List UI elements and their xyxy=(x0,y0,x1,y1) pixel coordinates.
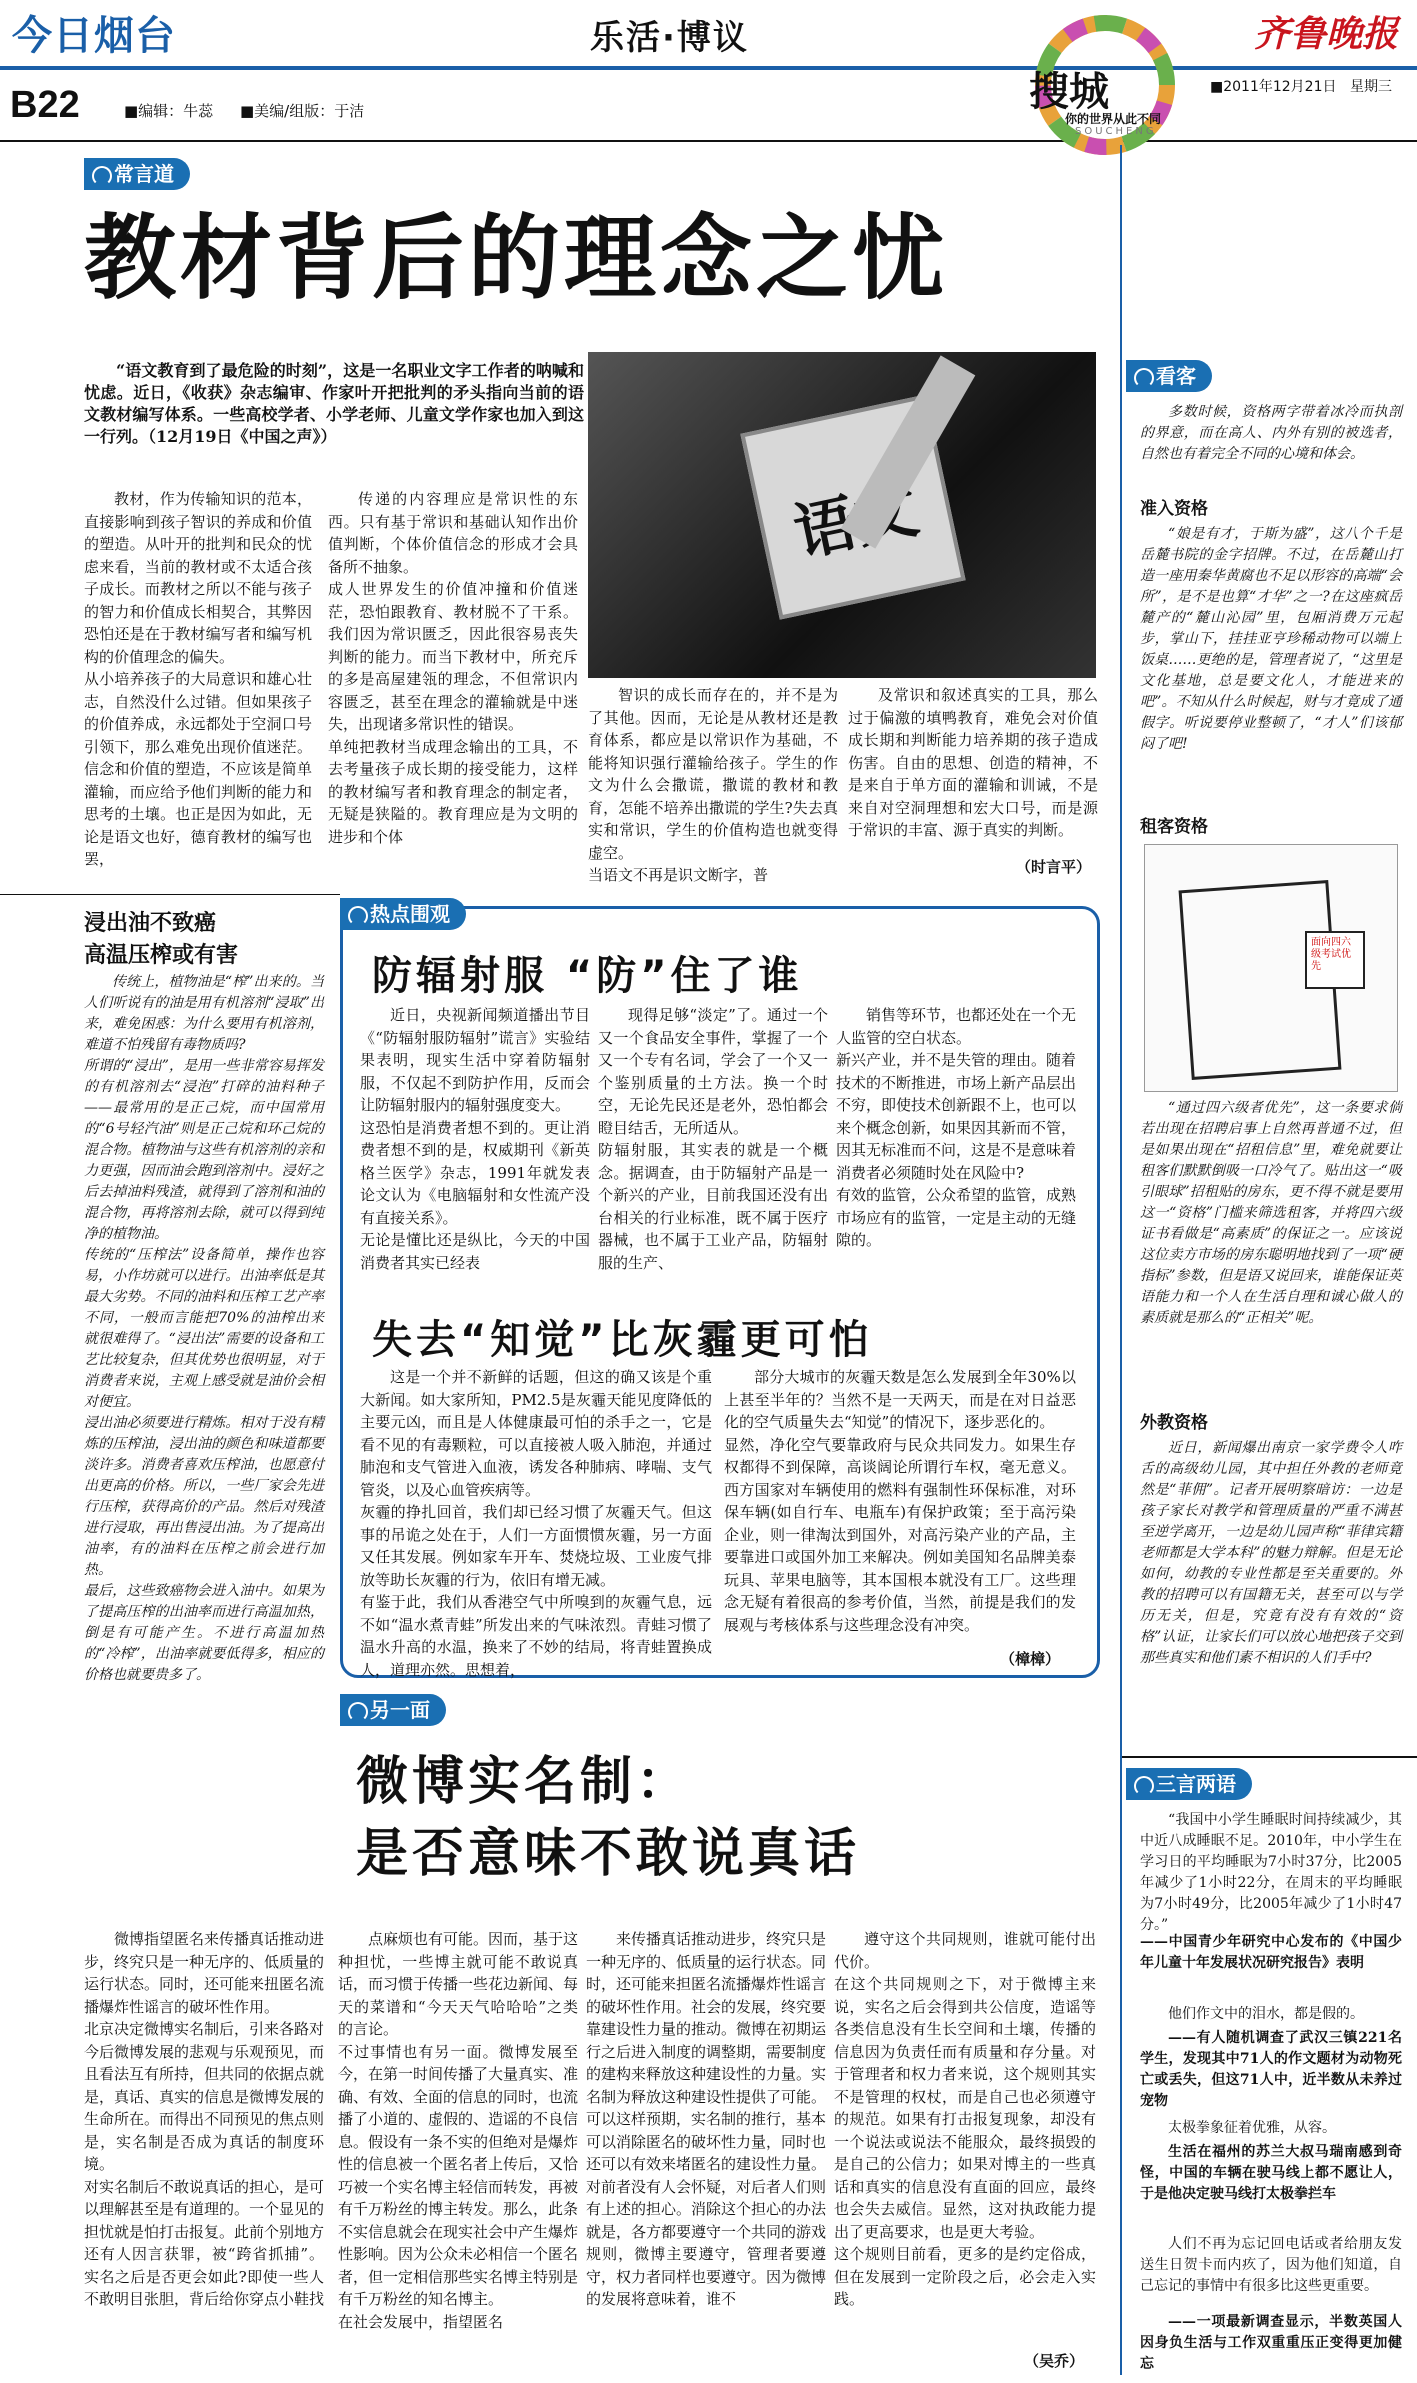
side-p1: “娘是有才，于斯为盛”，这八个千是岳麓书院的金字招牌。不过，在岳麓山打造一座用秦华黄腐也不足以形容的高端“会所”，是不是也算“才华”之一?在这座疯岳麓产的“麓山沁园”里，包厢消费万元起步，掌山下，挂挂亚亨珍稀动物可以端上饭桌……更绝的是，管理者说了，“这里是文化基地，总是要文化人，才能进来的吧”。不知从什么时候起，财与才竟成了通假字。听说要停业整顿了，“才人”们该郁闷了吧! xyxy=(1140,526,1402,752)
page-number: B22 xyxy=(10,84,80,126)
a1-title: 教材背后的理念之忧 xyxy=(84,205,949,312)
c3: 人们不再为忘记回电话或者给朋友发送生日贺卡而内疚了，因为他们知道，自己忘记的事情中有很多比这些更重要。 xyxy=(1140,2236,1402,2294)
s1: ——中国青少年研究中心发布的《中国少年儿童十年发展状况研究报告》表明 xyxy=(1140,1934,1402,1971)
c1: 他们作文中的泪水，都是假的。 xyxy=(1168,2006,1364,2022)
s3: ——一项最新调查显示，半数英国人因身负生活与工作双重重压正变得更加健忘 xyxy=(1140,2314,1402,2372)
a4-c1: 微博指望匿名来传播真话推动进步，终究只是一种无序的、低质量的运行状态。同时，还可能来扭匿名流播爆炸性谣言的破坏性作用。 北京决定微博实名制后，引来各路对今后微博发展的悲观与乐观预见，而且看法互有所持，但共同的依据点就是，真话、真实的信息是微博发展的生命所在。而得出不同预见的焦点则是，实名制是否成为真话的制度环境。 对实名制后不敢说真话的担心，是可以理解甚至是有道理的。一个显见的担忧就是怕打击报复。此前个别地方还有人因言获罪，被“跨省抓捕”。实名之后是否更会如此?即使一些人不敢明目张胆，背后给你穿点小鞋找 xyxy=(84,1930,325,2308)
a3-title1: 防辐射服 “防”住了谁 xyxy=(372,953,803,999)
weekday: 星期三 xyxy=(1350,79,1392,95)
a4-c3: 来传播真话推动进步，终究只是一种无序的、低质量的运行状态。同时，还可能来担匿名流播爆炸性谣言的破坏性作用。社会的发展，终究要靠建设性力量的推动。微博在初期运行之后进入制度的调整期，需要制度的建构来释放这种建设性的力量。实名制为释放这种建设性提供了可能。 可以这样预期，实名制的推行，基本可以消除匿名的破坏性力量，同时也还可以有效来堵匿名的建设性力量。对前者没有人会怀疑，对后者人们则有上述的担心。消除这个担心的办法就是，各方都要遵守一个共同的游戏规则，微博主要遵守，管理者要遵守，权力者同样也要遵守。因为微博的发展将意味着，谁不 xyxy=(586,1930,827,2308)
quotes-rule xyxy=(1122,1756,1417,1758)
tag-hotspot: 热点围观 xyxy=(340,898,466,930)
side-p3: 近日，新闻爆出南京一家学费令人咋舌的高级幼儿园，其中担任外教的老师竟然是“菲佣”。记者开展明察暗访：一边是孩子家长对教学和管理质量的严重不满甚至逆学离开，一边是幼儿园声称“菲律宾籍老师都是大学本科”的魅力辩解。但是无论如何，幼教的专业性都是至关重要的。外教的招聘可以有国籍无关，甚至可以与学历无关，但是，究竟有没有有效的“资格”认证，让家长们可以放心地把孩子交到那些真实和他们素不相识的人们手中? xyxy=(1140,1440,1402,1666)
paper-logo: 齐鲁晚报 xyxy=(1254,13,1399,55)
q3: 生活在福州的苏兰大叔马瑞南感到奇怪，中国的车辆在驶马线上都不愿让人，于是他决定驶马线打太极拳拦车 xyxy=(1140,2144,1402,2202)
a3-b2c1: 这是一个并不新鲜的话题，但这的确又该是个重大新闻。如大家所知，PM2.5是灰霾天能见度降低的主要元凶，而且是人体健康最可怕的杀手之一，它是看不见的有毒颗粒，可以直接被人吸入肺泡，并通过肺泡和支气管进入血液，诱发各种肺病、哮喘、支气管炎，以及心血管疾病等。 灰霾的挣扎回首，我们却已经习惯了灰霾天气。但这事的吊诡之处在于，人们一方面惯惯灰霾，另一方面又任其发展。例如家车开车、焚烧垃圾、工业废气排放等助长灰霾的行为，依旧有增无减。 有鉴于此，我们从香港空气中所嗅到的灰霾气息，远不如“温水煮青蛙”所发出来的气味浓烈。青蛙习惯了温水升高的水温，换来了不妙的结局，将青蛙置换成人，道理亦然。思想着， xyxy=(360,1368,712,1679)
a1-col3: 智识的成长而存在的，并不是为了其他。因而，无论是从教材还是教育体系，都应是以常识作为基础，不能将知识强行灌输给孩子。学生的作文为什么会撒谎，撒谎的教材和教育，怎能不培养出撒谎的学生?失去真实和常识，学生的价值构造也就变得虚空。 当语文不再是识文断字，普 xyxy=(588,686,838,884)
q1: “我国中小学生睡眠时间持续减少，其中近八成睡眠不足。2010年，中小学生在学习日的平均睡眠为7小时37分，比2005年减少了1小时22分，在周末的平均睡眠为7小时49分，比2005年减少了1小时47分。” xyxy=(1140,1812,1402,1933)
a4-c2: 点麻烦也有可能。因而，基于这种担忧，一些博主就可能不敢说真话，而习惯于传播一些花边新闻、每天的菜谱和“今天天气哈哈哈”之类的言论。 不过事情也有另一面。微博发展至今，在第一时间传播了大量真实、准确、有效、全面的信息的同时，也流播了小道的、虚假的、造谣的不良信息。假设有一条不实的但绝对是爆炸性的信息被一个匿名者上传后，又恰巧被一个实名博主轻信而转发，再被有千万粉丝的博主转发。那么，此条不实信息就会在现实社会中产生爆炸性影响。因为公众未必相信一个匿名者，但一定相信那些实名博主特别是有千万粉丝的知名博主。 在社会发展中，指望匿名 xyxy=(338,1930,579,2331)
column-title: 乐活·博议 xyxy=(590,18,749,58)
side-h1: 准入资格 xyxy=(1140,499,1208,519)
editor: ■编辑：牛蕊 xyxy=(124,102,214,120)
logo-en: SOUCHENG xyxy=(1075,126,1157,137)
a4-author: （吴乔） xyxy=(1024,2352,1085,2370)
q2: ——有人随机调查了武汉三镇221名学生，发现其中71人的作文题材为动物死亡或丢失，但这71人中，近半数从未养过宠物 xyxy=(1140,2030,1402,2109)
a1-col2: 传递的内容理应是常识性的东西。只有基于常识和基础认知作出价值判断，个体价值信念的形成才会具备所不抽象。 成人世界发生的价值冲撞和价值迷茫，恐怕跟教育、教材脱不了干系。我们因为常识匮乏，因此很容易丧失判断的能力。而当下教材中，所充斥的多是高屋建瓴的理念，不但常识内容匮乏，甚至在理念的灌输就是中迷失，出现诸多常识性的错误。 单纯把教材当成理念输出的工具，不去考量孩子成长期的接受能力，这样的教材编写者和教育理念的制定者，无疑是狭隘的。教育理应是为文明的进步和个体 xyxy=(328,490,578,846)
soucheng-logo xyxy=(1005,10,1205,160)
logo-sub: 你的世界从此不同 xyxy=(1065,112,1162,126)
tag-changyandao: 常言道 xyxy=(84,158,190,190)
side-h2: 租客资格 xyxy=(1140,817,1208,837)
a3-b1c3: 销售等环节，也都还处在一个无人监管的空白状态。 新兴产业，并不是失管的理由。随着技术的不断推进，市场上新产品层出不穷，即使技术创新跟不上，也可以来个概念创新，如果因其新而不管，因其无标准而不问，这是不是意味着消费者必须随时处在风险中? 有效的监管，公众希望的监管，成熟市场应有的监管，一定是主动的无缝隙的。 xyxy=(836,1006,1077,1249)
a3-title2: 失去“知觉”比灰霾更可怕 xyxy=(372,1317,873,1363)
a2-subtitle: 高温压榨或有害 xyxy=(84,942,239,968)
a1-col4: 及常识和叙述真实的工具，那么过于偏激的填鸭教育，难免会对价值成长期和判断能力培养期的孩子造成伤害。自由的思想、创造的精神，不是来自于单方面的灌输和训诫，不是来自对空洞理想和宏大口号，而是源于常识的丰富、源于真实的判断。 xyxy=(848,686,1098,839)
a3-b1c2: 现得足够“淡定”了。通过一个又一个食品安全事件，掌握了一个又一个专有名词，学会了一个又一个鉴别质量的土方法。换一个时空，无论先民还是老外，恐怕都会瞪目结舌，无所适从。 防辐射服，其实表的就是一个概念。据调查，由于防辐射产品是一个新兴的产业，目前我国还没有出台相关的行业标准，既不属于医疗器械，也不属于工业产品，防辐射服的生产、 xyxy=(598,1006,828,1272)
cartoon-sign: 面向四六级考试优先 xyxy=(1305,931,1365,989)
side-p2: “通过四六级者优先”，这一条要求倘若出现在招聘启事上自然再普通不过，但是如果出现在“招租信息”里，难免就要让租客们默默倒吸一口冷气了。贴出这一“吸引眼球”招租贴的房东，更不得不就是要用这一“资格”门槛来筛选租客，并将四六级证书看做是“高素质”的保证之一。应该说这位卖方市场的房东聪明地找到了一项“硬指标”参数，但是语又说回来，谁能保证英语能力和一个人在生活自理和诚心做人的素质就是那么的“正相关”呢。 xyxy=(1140,1100,1402,1326)
a1-col1: 教材，作为传输知识的范本，直接影响到孩子智识的养成和价值的塑造。从叶开的批判和民众的忧虑来看，当前的教材或不太适合孩子成长。而教材之所以不能与孩子的智力和价值成长相契合，其弊因恐怕还是在于教材编写者和编写机构的价值理念的偏失。 从小培养孩子的大局意识和雄心壮志，自然没什么过错。但如果孩子的价值养成，永远都处于空洞口号引领下，那么难免出现价值迷茫。信念和价值的塑造，不应该是简单灌输，而应给予他们判断的能力和思考的土壤。也正是因为如此，无论是语文也好，德育教材的编写也罢， xyxy=(84,490,312,868)
logo-text: 搜城 xyxy=(1029,69,1109,115)
c2: 太极拳象征着优雅，从容。 xyxy=(1168,2120,1336,2136)
a4-title: 微博实名制： 是否意味不敢说真话 xyxy=(356,1752,861,1884)
side-divider xyxy=(1120,145,1122,2375)
date: ■2011年12月21日 xyxy=(1210,79,1337,95)
a3-b1c1: 近日，央视新闻频道播出节目《“防辐射服防辐射”谎言》实验结果表明，现实生活中穿着防辐射服，不仅起不到防护作用，反而会让防辐射服内的辐射强度变大。 这恐怕是消费者想不到的。更让消费者想不到的是，权威期刊《新英格兰医学》杂志，1991年就发表论文认为《电脑辐射和女性流产没有直接关系》。 无论是懂比还是纵比，今天的中国消费者其实已经表 xyxy=(360,1006,590,1272)
a2-title: 浸出油不致癌 xyxy=(84,910,217,936)
a1-photo xyxy=(588,352,1096,678)
a1-author: （时言平） xyxy=(1016,858,1092,876)
a2-body: 传统上，植物油是“榨”出来的。当人们听说有的油是用有机溶剂“浸取”出来，难免困惑：为什么要用有机溶剂，难道不怕残留有毒物质吗? 所谓的“浸出”，是用一些非常容易挥发的有机溶剂去“浸泡”打碎的油料种子——最常用的是正己烷，而中国常用的“6号轻汽油”则是正己烷和环己烷的混合物。植物油与这些有机溶剂的亲和力更强，因而油会跑到溶剂中。浸好之后去掉油料残渣，就得到了溶剂和油的混合物，再将溶剂去除，就可以得到纯净的植物油。 传统的“压榨法”设备简单，操作也容易，小作坊就可以进行。出油率低是其最大劣势。不同的油料和压榨工艺产率不同，一般而言能把70%的油榨出来就很难得了。“浸出法”需要的设备和工艺比较复杂，但其优势也很明显，对于消费者来说，主观上感受就是油价会相对便宜。 浸出油必须要进行精炼。相对于没有精炼的压榨油，浸出油的颜色和味道都要淡许多。消费者喜欢压榨油，也愿意付出更高的价格。所以，一些厂家会先进行压榨，获得高价的产品。然后对残渣进行浸取，再出售浸出油。为了提高出油率，有的油料在压榨之前会进行加热。 最后，这些致癌物会进入油中。如果为了提高压榨的出油率而进行高温加热，倒是有可能产生。不进行高温加热的“冷榨”，出油率就要低得多，相应的价格也就要贵多了。 xyxy=(84,974,324,1683)
side-intro: 多数时候，资格两字带着冰冷而执剖的界意，而在高人、内外有别的被选者，自然也有着完全不同的心境和体会。 xyxy=(1140,404,1402,462)
tag-another-side: 另一面 xyxy=(340,1694,446,1726)
a3-b2c2: 部分大城市的灰霾天数是怎么发展到全年30%以上甚至半年的？当然不是一天两天，而是在对日益恶化的空气质量失去“知觉”的情况下，逐步恶化的。 显然，净化空气要靠政府与民众共同发力。如果生存权都得不到保障，高谈阔论所谓行车权，毫无意义。西方国家对车辆使用的燃料有强制性环保标准，对环保车辆(如自行车、电瓶车)有保护政策；至于高污染企业，则一律淘汰到国外，对高污染产业的产品，主要靠进口或国外加工来解决。例如美国知名品牌美泰玩具、苹果电脑等，其本国根本就没有工厂。这些理念无疑有着很高的参考价值，当然，前提是我们的发展观与考核体系与这些理念没有冲突。 xyxy=(724,1368,1076,1634)
designer: ■美编/组版：于洁 xyxy=(240,102,365,120)
a2-rule xyxy=(0,894,340,895)
tag-quotes: 三言两语 xyxy=(1126,1768,1252,1800)
tag-kanke: 看客 xyxy=(1126,360,1212,392)
a1-lead: “语文教育到了最危险的时刻”，这是一名职业文字工作者的呐喊和忧虑。近日，《收获》杂志编审、作家叶开把批判的矛头指向当前的语文教材编写体系。一些高校学者、小学老师、儿童文学作家也加入到这一行列。（12月19日《中国之声》） xyxy=(84,361,584,446)
side-h3: 外教资格 xyxy=(1140,1413,1208,1433)
section-title: 今日烟台 xyxy=(12,13,176,59)
a4-c4: 遵守这个共同规则，谁就可能付出代价。 在这个共同规则之下，对于微博主来说，实名之后会得到共公信度，造谣等各类信息没有生长空间和土壤，传播的信息因为负责任而有质量和存分量。对于管理者和权力者来说，这个规则其实不是管理的权杖，而是自己也必须遵守的规范。如果有打击报复现象，却没有一个说法或说法不能服众，最终损毁的是自己的公信力；如果对博主的一些真话和真实的信息没有直面的回应，最终也会失去威信。显然，这对执政能力提出了更高要求，也是更大考验。 这个规则目前看，更多的是约定俗成，但在发展到一定阶段之后，必会走入实践。 xyxy=(834,1930,1096,2308)
side-cartoon xyxy=(1144,844,1398,1092)
a3-author: （樟樟） xyxy=(1000,1650,1061,1668)
